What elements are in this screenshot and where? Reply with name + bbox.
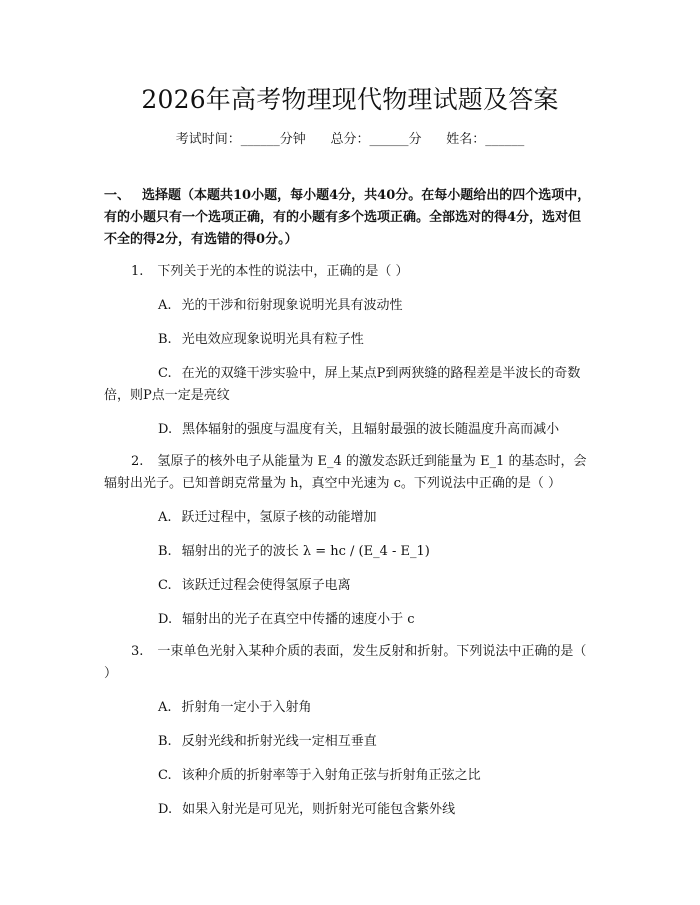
option-2-c bbox=[104, 575, 594, 597]
question-number: 3. bbox=[131, 644, 144, 659]
exam-content bbox=[104, 185, 594, 821]
question-1 bbox=[104, 261, 594, 283]
question-stem: 下列关于光的本性的说法中，正确的是（ ） bbox=[157, 264, 409, 279]
option-text: 辐射出的光子在真空中传播的速度小于 c bbox=[182, 612, 415, 627]
section-number: 一、 bbox=[104, 188, 131, 203]
question-stem: 氢原子的核外电子从能量为 E_4 的激发态跃迁到能量为 E_1 的基态时，会辐射出光子。已知普朗克常量为 h，真空中光速为 c。下列说法中正确的是（ ） bbox=[104, 454, 587, 491]
question-2 bbox=[104, 451, 594, 495]
option-2-d bbox=[104, 609, 594, 631]
option-2-b bbox=[104, 541, 594, 563]
option-text: 该跃迁过程会使得氢原子电离 bbox=[181, 578, 351, 593]
option-text: 反射光线和折射光线一定相互垂直 bbox=[181, 734, 377, 749]
page-title: 2026年高考物理现代物理试题及答案 bbox=[141, 85, 559, 114]
option-key: C. bbox=[158, 768, 172, 783]
option-text: 光的干涉和衍射现象说明光具有波动性 bbox=[181, 298, 403, 313]
option-key: A. bbox=[158, 700, 172, 715]
option-key: D. bbox=[158, 422, 173, 437]
option-key: B. bbox=[158, 332, 172, 347]
question-3 bbox=[104, 641, 594, 685]
section-heading bbox=[104, 185, 594, 251]
option-text: 折射角一定小于入射角 bbox=[181, 700, 312, 715]
option-text: 光电效应现象说明光具有粒子性 bbox=[181, 332, 364, 347]
option-text: 如果入射光是可见光，则折射光可能包含紫外线 bbox=[182, 802, 456, 817]
option-3-a bbox=[104, 697, 594, 719]
option-3-b bbox=[104, 731, 594, 753]
option-key: D. bbox=[158, 802, 173, 817]
option-key: D. bbox=[158, 612, 173, 627]
exam-meta-line: 考试时间：______分钟 总分：______分 姓名：______ bbox=[175, 132, 525, 147]
option-text: 在光的双缝干涉实验中，屏上某点P到两狭缝的路程差是半波长的奇数倍，则P点一定是亮纹 bbox=[104, 366, 581, 403]
option-text: 跃迁过程中，氢原子核的动能增加 bbox=[181, 510, 377, 525]
option-key: A. bbox=[158, 510, 172, 525]
option-1-d bbox=[104, 419, 594, 441]
option-1-b bbox=[104, 329, 594, 351]
option-2-a bbox=[104, 507, 594, 529]
question-stem: 一束单色光射入某种介质的表面，发生反射和折射。下列说法中正确的是（ ） bbox=[104, 644, 587, 681]
option-3-d bbox=[104, 799, 594, 821]
option-text: 黑体辐射的强度与温度有关，且辐射最强的波长随温度升高而减小 bbox=[182, 422, 560, 437]
question-number: 1. bbox=[131, 264, 144, 279]
option-text: 该种介质的折射率等于入射角正弦与折射角正弦之比 bbox=[181, 768, 481, 783]
option-text: 辐射出的光子的波长 λ = hc / (E_4 - E_1) bbox=[181, 544, 430, 559]
option-key: C. bbox=[158, 366, 172, 381]
option-key: C. bbox=[158, 578, 172, 593]
option-1-c bbox=[104, 363, 594, 407]
option-key: B. bbox=[158, 734, 172, 749]
option-key: A. bbox=[158, 298, 172, 313]
question-number: 2. bbox=[131, 454, 144, 469]
section-instructions: 选择题（本题共10小题，每小题4分，共40分。在每小题给出的四个选项中，有的小题只有一个选项正确，有的小题有多个选项正确。全部选对的得4分，选对但不全的得2分，有选错的得0分。） bbox=[104, 188, 591, 247]
option-key: B. bbox=[158, 544, 172, 559]
option-1-a bbox=[104, 295, 594, 317]
option-3-c bbox=[104, 765, 594, 787]
